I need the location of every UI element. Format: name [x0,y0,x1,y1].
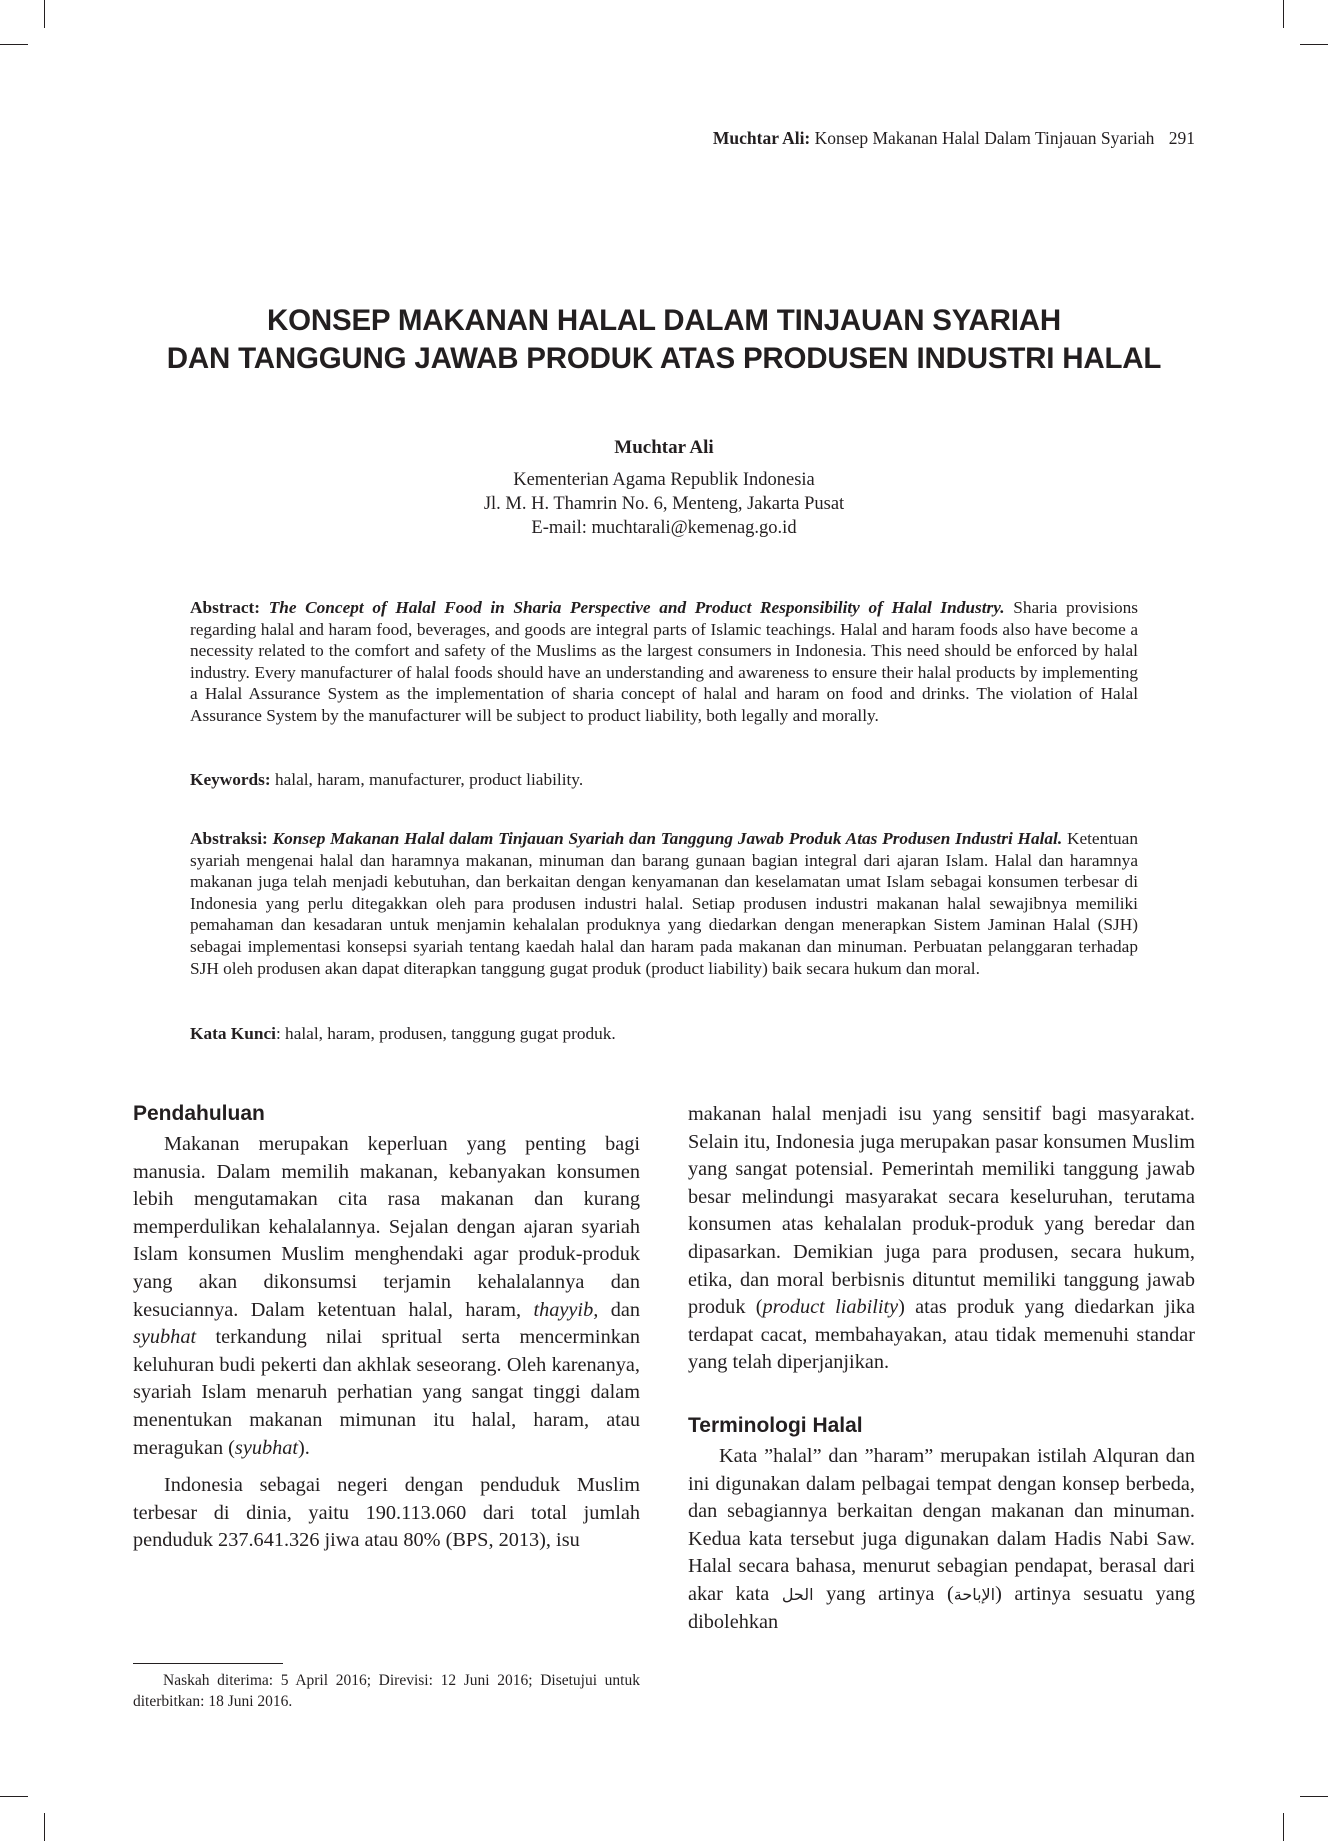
abstract-en [190,597,1138,727]
author-affiliation: Kementerian Agama Republik Indonesia [513,470,815,490]
text-run: ). [298,1436,310,1459]
paragraph: Indonesia sebagai negeri dengan penduduk Muslim terbesar di dinia, yaitu 190.113.060 dari total jumlah penduduk 237.641.326 jiwa atau 80% (BPS, 2013), isu [133,1474,640,1552]
abstract-label: Abstract: [190,598,261,617]
arabic-term: الحل [781,1584,814,1604]
abstraksi-title: Konsep Makanan Halal dalam Tinjauan Syariah dan Tanggung Jawab Produk Atas Produsen Industri Halal. [272,829,1063,848]
crop-mark [0,44,28,45]
keywords-label: Keywords: [190,770,271,789]
kata-kunci-label: Kata Kunci [190,1024,276,1043]
running-head-title: Konsep Makanan Halal Dalam Tinjauan Syariah [814,128,1155,148]
abstraksi-label: Abstraksi: [190,829,268,848]
keywords-text: halal, haram, manufacturer, product liability. [274,770,584,789]
text-run: yang artinya ( [826,1582,954,1605]
arabic-term: الإباحة [953,1584,996,1604]
title-line-1: KONSEP MAKANAN HALAL DALAM TINJAUAN SYARIAH [267,304,1061,337]
crop-mark [1283,0,1284,28]
keywords-en [190,769,1138,791]
author-name: Muchtar Ali [614,437,714,458]
text-run: terkandung nilai spritual serta mencerminkan keluhuran budi pekerti dan akhlak seseorang. Oleh karenanya, syariah Islam menaruh perhatian yang sangat tinggi dalam menentukan makanan mimunan itu halal, haram, atau meragukan ( [133,1326,640,1459]
kata-kunci-text: : halal, haram, produsen, tanggung gugat produk. [275,1024,616,1043]
author-email: E-mail: muchtarali@kemenag.go.id [531,518,797,538]
abstraksi-body: Ketentuan syariah mengenai halal dan haramnya makanan, minuman dan barang gunaan bagian integral dari ajaran Islam. Halal dan haramnya makanan juga telah menjadi kebutuhan, dan berkaitan dengan kenyamanan dan keselamatan umat Islam sebagai konsumen terbesar di Indonesia yang perlu ditegakkan oleh para produsen industri halal. Setiap produsen industri makanan halal sewajibnya memiliki pemahaman dan kesadaran untuk menjamin kehalalan produknya yang diedarkan dengan menerapkan Sistem Jaminan Halal (SJH) sebagai implementasi konsepsi syariah tentang kaedah halal dan haram pada makanan dan minuman. Perbuatan pelanggaran terhadap SJH oleh produsen akan dapat diterapkan tanggung gugat produk (product liability) baik secara hukum dan moral. [190,829,1138,978]
text-run: ) artinya sesuatu yang dibolehkan [688,1582,1195,1633]
section-heading-terminologi: Terminologi Halal [688,1413,863,1437]
abstract-body: Sharia provisions regarding halal and haram food, beverages, and goods are integral parts of Islamic teachings. Halal and haram foods also have become a necessity related to the comfort and safety of the Muslims as the largest consumers in Indonesia. This need should be enforced by halal industry. Every manufacturer of halal foods should have an understanding and awareness to ensure their halal products by implementing a Halal Assurance System as the implementation of sharia concept of halal and haram on food and drinks. The violation of Halal Assurance System by the manufacturer will be subject to product liability, both legally and morally. [190,598,1139,725]
right-column [688,1101,1195,1636]
crop-mark [1300,44,1328,45]
text-run: ) atas produk yang diedarkan jika terdapat cacat, membahayakan, atau tidak memenuhi standar yang telah diperjanjikan. [688,1296,1195,1374]
author-address: Jl. M. H. Thamrin No. 6, Menteng, Jakarta Pusat [483,494,845,514]
italic-term: syubhat [234,1436,299,1459]
paragraph [688,1101,1195,1377]
italic-term: product liability [762,1296,899,1319]
paragraph [133,1131,640,1462]
running-head [713,128,1195,149]
page-number: 291 [1168,128,1195,148]
crop-mark [0,1796,28,1797]
title-line-2: DAN TANGGUNG JAWAB PRODUK ATAS PRODUSEN INDUSTRI HALAL [166,342,1162,375]
section-heading-pendahuluan: Pendahuluan [133,1102,265,1125]
left-column [133,1101,640,1555]
text-run: dan [610,1298,640,1321]
text-run: makanan halal menjadi isu yang sensitif bagi masyarakat. Selain itu, Indonesia juga merupakan pasar konsumen Muslim yang sangat potensial. Pemerintah memiliki tanggung jawab besar melindungi masyarakat secara keseluruhan, terutama konsumen atas kehalalan produk-produk yang beredar dan dipasarkan. Demikian juga para produsen, secara hukum, etika, dan moral berbisnis dituntut memiliki tanggung jawab produk ( [688,1103,1195,1319]
running-head-author: Muchtar Ali: [712,128,811,148]
crop-mark [44,1813,45,1841]
italic-term: syubhat [133,1326,197,1349]
paragraph [688,1443,1195,1636]
author-block [0,436,1328,540]
footnote: Naskah diterima: 5 April 2016; Direvisi: 12 Juni 2016; Disetujui untuk diterbitkan: 18 Juni 2016. [133,1672,640,1710]
text-run: Kata ”halal” dan ”haram” merupakan istilah Alquran dan ini digunakan dalam pelbagai tempat dengan konsep berbeda, dan sebagiannya berkaitan dengan makanan dan minuman. Kedua kata tersebut juga digunakan dalam Hadis Nabi Saw. Halal secara bahasa, menurut sebagian pendapat, berasal dari akar kata [688,1444,1195,1605]
crop-mark [1300,1796,1328,1797]
keywords-id [190,1023,1138,1045]
italic-term: thayyib, [533,1298,599,1321]
footnote-rule [133,1663,283,1664]
abstract-title: The Concept of Halal Food in Sharia Perspective and Product Responsibility of Halal Industry. [268,598,1005,617]
text-run: Makanan merupakan keperluan yang penting bagi manusia. Dalam memilih makanan, kebanyakan konsumen lebih mengutamakan cita rasa makanan dan kurang memperdulikan kehalalannya. Sejalan dengan ajaran syariah Islam konsumen Muslim menghendaki agar produk-produk yang akan dikonsumsi terjamin kehalalannya dan kesuciannya. Dalam ketentuan halal, haram, [133,1133,640,1321]
abstract-id [190,828,1138,979]
article-title [0,302,1328,378]
crop-mark [44,0,45,28]
crop-mark [1283,1813,1284,1841]
